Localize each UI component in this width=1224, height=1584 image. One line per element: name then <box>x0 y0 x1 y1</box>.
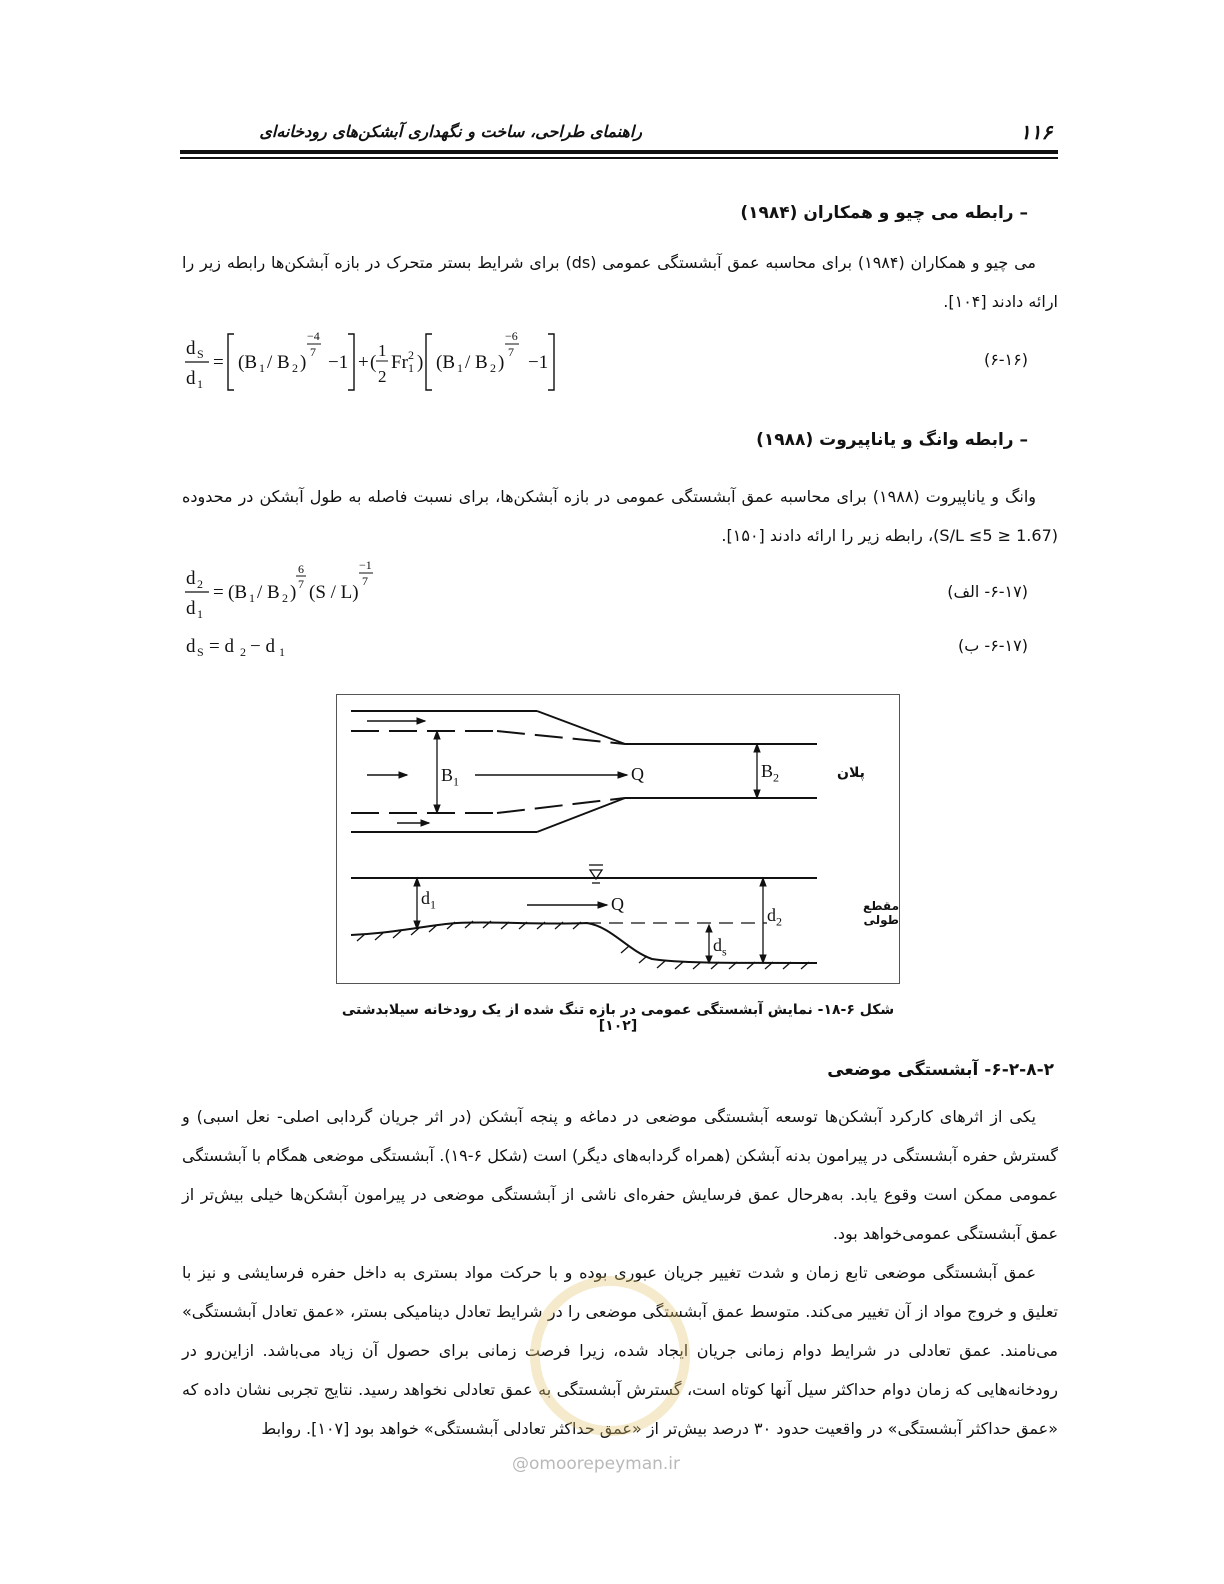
svg-text:): ) <box>290 582 297 603</box>
figure-caption: شکل ۶-۱۸- نمایش آبشستگی عمومی در بازه تنگ شده از یک رودخانه سیلابدشتی [۱۰۲] <box>341 1002 895 1034</box>
svg-text:S: S <box>197 645 204 659</box>
svg-text:/ B: / B <box>267 352 290 373</box>
svg-text:/ B: / B <box>465 352 488 373</box>
label-ds: $d_s$ <box>713 935 727 959</box>
label-b1: $B_1$ <box>441 765 460 789</box>
svg-text:2: 2 <box>490 361 496 375</box>
svg-text:Fr: Fr <box>391 352 408 373</box>
svg-text:(B: (B <box>436 352 455 373</box>
svg-text:2: 2 <box>197 577 203 591</box>
header-rule-thin <box>180 157 1058 159</box>
svg-text:1: 1 <box>408 361 414 375</box>
svg-text:=: = <box>213 582 224 603</box>
header-rule-thick <box>180 150 1058 154</box>
figure-6-18 <box>336 694 900 984</box>
svg-text:1: 1 <box>457 361 463 375</box>
equation-number-6-16: (۶-۱۶) <box>983 350 1028 369</box>
svg-text:+: + <box>358 352 369 373</box>
running-header-title: راهنمای طراحی، ساخت و نگهداری آبشکن‌های رودخانه‌ای <box>259 122 642 141</box>
equation-6-17b <box>182 630 322 664</box>
equation-number-6-17a: (۶-۱۷- الف) <box>947 582 1028 601</box>
svg-text:1: 1 <box>197 377 203 391</box>
equation-number-6-17b: (۶-۱۷- ب) <box>958 636 1028 655</box>
label-d1: $d_1$ <box>421 888 436 912</box>
paragraph-local-scour-1: یکی از اثرهای کارکرد آبشکن‌ها توسعه آبشستگی موضعی در دماغه و پنجه آبشکن (در اثر جریان گردابی اصلی- نعل اسبی) و گسترش حفره آبشستگی در پیرامون بدنه آبشکن (همراه گردابه‌های دیگر) است (شکل ۶-۱۹). آبشستگی موضعی همگام با آبشستگی عمومی ممکن است وقوع یابد. به‌هرحال عمق فرسایش حفره‌ای ناشی از آبشستگی موضعی در پیرامون آبشکن‌ها خیلی بیش‌تر از عمق آبشستگی عمومی‌خواهد بود. <box>182 1107 1058 1243</box>
svg-text:(S / L): (S / L) <box>309 582 359 603</box>
svg-text:−6: −6 <box>505 329 518 343</box>
svg-text:d: d <box>186 636 196 657</box>
svg-text:S: S <box>197 347 204 361</box>
paragraph-wang: وانگ و یاناپیروت (۱۹۸۸) برای محاسبه عمق آبشستگی عمومی در بازه آبشکن‌ها، برای نسبت فاصله به طول آبشکن در محدوده (1.67 ≤ S/L ≤5)، رابطه زیر را ارائه دادند [۱۵۰]. <box>182 487 1058 545</box>
equation-6-16 <box>182 326 602 398</box>
paragraph-michiue: می چیو و همکاران (۱۹۸۴) برای محاسبه عمق آبشستگی عمومی (ds) برای شرایط بستر متحرک در بازه آبشکن‌ها رابطه زیر را ارائه دادند [۱۰۴]. <box>182 253 1058 311</box>
svg-text:1: 1 <box>259 361 265 375</box>
svg-text:7: 7 <box>508 345 514 359</box>
svg-text:): ) <box>417 352 424 373</box>
svg-text:2: 2 <box>240 645 246 659</box>
svg-text:− d: − d <box>250 636 275 657</box>
svg-text:−1: −1 <box>359 560 372 572</box>
label-d2: $d_2$ <box>767 905 782 929</box>
svg-text:1: 1 <box>378 341 387 360</box>
label-q-plan: Q <box>631 764 644 784</box>
svg-text:2: 2 <box>282 591 288 605</box>
svg-text:2: 2 <box>378 367 387 386</box>
svg-text:2: 2 <box>292 361 298 375</box>
paragraph-local-scour-2: عمق آبشستگی موضعی تابع زمان و شدت تغییر جریان عبوری بوده و با حرکت مواد بستری به داخل حفره فرسایشی و نیز با تعلیق و خروج مواد از آن تغییر می‌کند. متوسط عمق آبشستگی موضعی را در شرایط تعادل دینامیکی بستر، «عمق تعادل آبشستگی» می‌نامند. عمق تعادلی در شرایط دوام زمانی جریان ایجاد شده، زیرا فرصت زمانی برای حصول آن زیاد می‌باشد. ازاین‌رو در رودخانه‌هایی که زمان دوام حداکثر سیل آنها کوتاه است، گسترش آبشستگی به عمق تعادلی نخواهد رسید. نتایج تجربی نشان داده که «عمق حداکثر آبشستگی» در واقعیت حدود ۳۰ درصد بیش‌تر از «عمق حداکثر تعادلی آبشستگی» خواهد بود [۱۰۷]. روابط <box>182 1263 1058 1438</box>
svg-text:/ B: / B <box>257 582 280 603</box>
section-heading-local-scour: ۶-۲-۸-۲- آبشستگی موضعی <box>827 1060 1054 1080</box>
svg-text:2: 2 <box>408 348 414 362</box>
label-b2: $B_2$ <box>761 761 780 785</box>
label-longitudinal-section: مقطع طولی <box>863 899 899 927</box>
svg-text:d: d <box>186 368 196 389</box>
svg-text:1: 1 <box>249 591 255 605</box>
svg-text:(: ( <box>370 352 377 373</box>
svg-text:=: = <box>213 352 224 373</box>
svg-text:): ) <box>498 352 505 373</box>
svg-text:7: 7 <box>298 577 304 591</box>
svg-text:): ) <box>300 352 307 373</box>
svg-text:d: d <box>186 338 196 359</box>
svg-text:1: 1 <box>279 645 285 659</box>
label-plan: پلان <box>837 765 865 781</box>
svg-text:−1: −1 <box>528 352 549 373</box>
equation-6-17a <box>182 560 402 620</box>
svg-text:6: 6 <box>298 562 304 576</box>
watermark-text: @omoorepeyman.ir <box>512 1454 681 1474</box>
section-heading-wang: – رابطه وانگ و یاناپیروت (۱۹۸۸) <box>756 430 1028 450</box>
section-heading-michiue: – رابطه می چیو و همکاران (۱۹۸۴) <box>740 203 1028 223</box>
page-number: ۱۱۶ <box>1020 122 1053 144</box>
svg-text:d: d <box>186 568 196 589</box>
svg-text:(B: (B <box>238 352 257 373</box>
svg-text:1: 1 <box>197 607 203 620</box>
svg-text:(B: (B <box>228 582 247 603</box>
svg-text:−4: −4 <box>307 329 320 343</box>
svg-text:7: 7 <box>310 345 316 359</box>
svg-text:7: 7 <box>362 574 368 588</box>
svg-text:d: d <box>186 598 196 619</box>
svg-text:−1: −1 <box>328 352 349 373</box>
watermark-logo <box>530 1276 690 1436</box>
svg-text:= d: = d <box>209 636 234 657</box>
label-q-section: Q <box>611 894 624 914</box>
at-icon: @ <box>512 1454 529 1474</box>
